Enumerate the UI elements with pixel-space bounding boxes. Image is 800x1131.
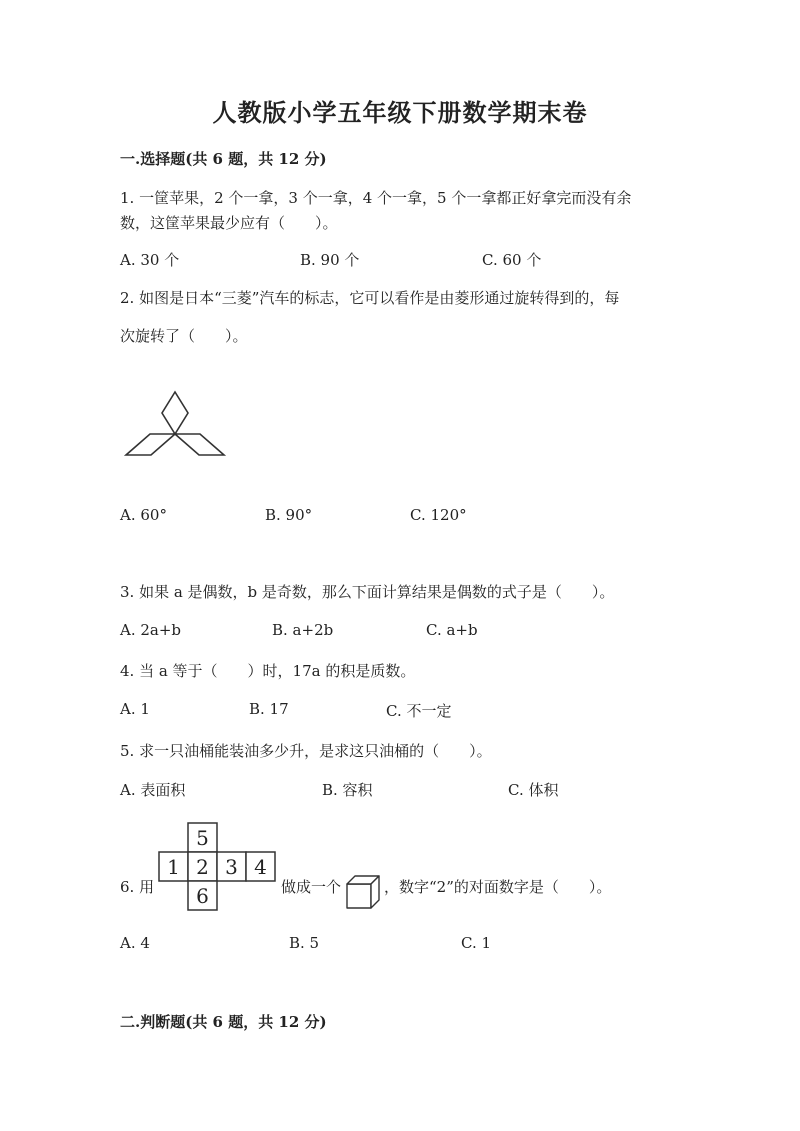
net-number-top: 5	[196, 826, 209, 850]
question-1-option-c: C. 60 个	[482, 251, 542, 269]
question-6-option-b: B. 5	[289, 934, 320, 952]
question-6-option-a: A. 4	[120, 934, 150, 952]
question-2-line-2: 次旋转了（ ）。	[120, 327, 248, 345]
question-3-option-c: C. a+b	[426, 621, 478, 639]
net-number-bottom: 6	[196, 884, 209, 908]
question-1-line-2: 数，这筐苹果最少应有（ ）。	[120, 214, 338, 232]
page-title: 人教版小学五年级下册数学期末卷	[212, 98, 588, 127]
section-heading-true-false: 二.判断题(共 6 题，共 12 分)	[120, 1013, 327, 1031]
question-4-option-a: A. 1	[120, 700, 150, 718]
net-number-3: 3	[225, 855, 238, 879]
question-2-line-1: 2. 如图是日本“三菱”汽车的标志，它可以看作是由菱形通过旋转得到的，每	[120, 289, 620, 307]
question-4-option-c: C. 不一定	[386, 702, 452, 720]
question-3-option-a: A. 2a+b	[120, 621, 182, 639]
mitsubishi-logo-figure	[120, 380, 230, 465]
question-6-prefix: 6. 用	[120, 878, 155, 896]
question-1-option-a: A. 30 个	[120, 251, 180, 269]
question-2-option-c: C. 120°	[410, 506, 467, 524]
question-5-text: 5. 求一只油桶能装油多少升，是求这只油桶的（ ）。	[120, 742, 492, 760]
question-3-option-b: B. a+2b	[272, 621, 334, 639]
section-heading-choice: 一.选择题(共 6 题，共 12 分)	[120, 150, 327, 168]
question-5-option-a: A. 表面积	[120, 781, 186, 799]
question-6-middle: 做成一个	[281, 878, 342, 896]
question-4-option-b: B. 17	[249, 700, 289, 718]
question-5-option-c: C. 体积	[508, 781, 559, 799]
cube-net-figure	[159, 822, 277, 911]
net-number-4: 4	[254, 855, 267, 879]
question-4-text: 4. 当 a 等于（ ）时，17a 的积是质数。	[120, 662, 416, 680]
question-2-option-a: A. 60°	[120, 506, 167, 524]
net-number-2: 2	[196, 855, 209, 879]
question-1-option-b: B. 90 个	[300, 251, 360, 269]
net-number-1: 1	[167, 855, 180, 879]
cube-figure	[345, 874, 381, 910]
question-2-option-b: B. 90°	[265, 506, 313, 524]
question-3-text: 3. 如果 a 是偶数，b 是奇数，那么下面计算结果是偶数的式子是（ ）。	[120, 583, 615, 601]
question-1-line-1: 1. 一筐苹果，2 个一拿，3 个一拿，4 个一拿，5 个一拿都正好拿完而没有余	[120, 189, 632, 207]
question-6-suffix: ，数字“2”的对面数字是（ ）。	[384, 878, 612, 896]
question-5-option-b: B. 容积	[322, 781, 373, 799]
question-6-option-c: C. 1	[461, 934, 492, 952]
